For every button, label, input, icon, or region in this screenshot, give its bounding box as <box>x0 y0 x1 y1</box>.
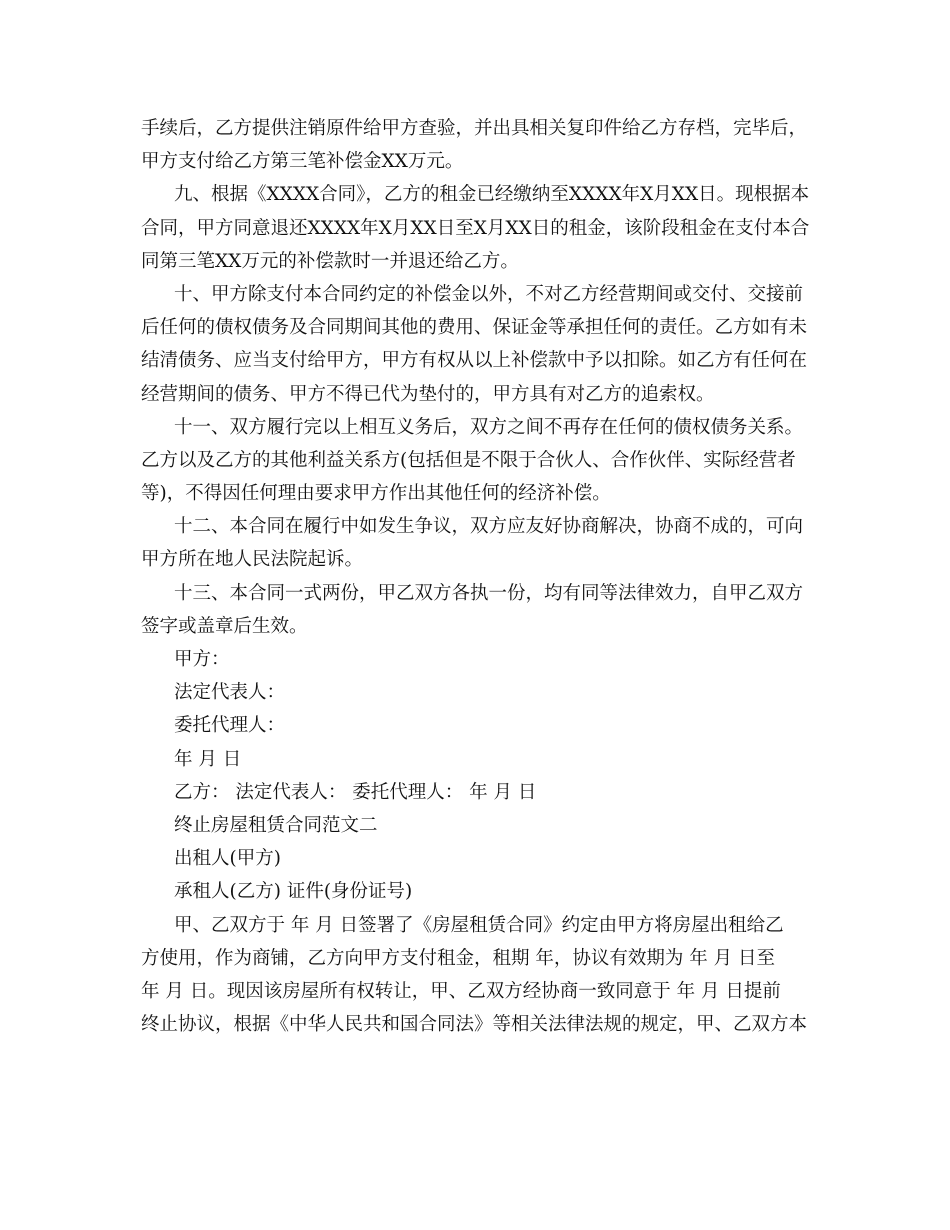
document-body <box>141 112 817 1041</box>
party-b-signature-line: 乙方： 法定代表人： 委托代理人： 年 月 日 <box>174 781 537 803</box>
legal-representative-label: 法定代表人： <box>174 682 286 704</box>
authorized-agent-label: 委托代理人： <box>174 715 286 737</box>
clause-9-line-3: 同第三笔XX万元的补偿款时一并退还给乙方。 <box>141 250 519 272</box>
text-line-1: 手续后，乙方提供注销原件给甲方查验，并出具相关复印件给乙方存档，完毕后， <box>141 118 808 139</box>
agreement-line-2: 方使用，作为商铺，乙方向甲方支付租金，租期 年，协议有效期为 年 月 日至 <box>141 947 776 969</box>
clause-10-line-1: 十、甲方除支付本合同约定的补偿金以外，不对乙方经营期间或交付、交接前 <box>174 283 804 305</box>
clause-9-line-1: 九、根据《XXXX合同》，乙方的租金已经缴纳至XXXX年X月XX日。现根据本 <box>174 184 810 206</box>
text-line-2: 甲方支付给乙方第三笔补偿金XX万元。 <box>141 151 464 173</box>
clause-11-line-2: 乙方以及乙方的其他利益关系方(包括但是不限于合伙人、合作伙伴、实际经营者 <box>141 449 796 471</box>
clause-13-line-1: 十三、本合同一式两份，甲乙双方各执一份，均有同等法律效力，自甲乙双方 <box>174 582 804 604</box>
clause-12-line-2: 甲方所在地人民法院起诉。 <box>141 549 364 571</box>
lessee-label: 承租人(乙方) 证件(身份证号) <box>174 881 413 903</box>
party-a-label: 甲方： <box>174 649 230 670</box>
clause-13-line-2: 签字或盖章后生效。 <box>141 615 308 637</box>
clause-12-line-1: 十二、本合同在履行中如发生争议，双方应友好协商解决，协商不成的，可向 <box>174 516 804 538</box>
clause-10-line-3: 结清债务、应当支付给甲方，甲方有权从以上补偿款中予以扣除。如乙方有任何在 <box>141 350 808 372</box>
clause-11-line-1: 十一、双方履行完以上相互义务后，双方之间不再存在任何的债权债务关系。 <box>174 416 804 438</box>
clause-11-line-3: 等)，不得因任何理由要求甲方作出其他任何的经济补偿。 <box>141 483 611 505</box>
agreement-line-3: 年 月 日。现因该房屋所有权转让，甲、乙双方经协商一致同意于 年 月 日提前 <box>141 980 781 1002</box>
agreement-line-4: 终止协议，根据《中华人民共和国合同法》等相关法律法规的规定，甲、乙双方本 <box>141 1014 808 1036</box>
date-placeholder: 年 月 日 <box>174 748 242 770</box>
agreement-line-1: 甲、乙双方于 年 月 日签署了《房屋租赁合同》约定由甲方将房屋出租给乙 <box>174 914 784 936</box>
section-title: 终止房屋租赁合同范文二 <box>174 814 378 836</box>
clause-9-line-2: 合同，甲方同意退还XXXX年X月XX日至X月XX日的租金，该阶段租金在支付本合 <box>141 217 810 239</box>
clause-10-line-4: 经营期间的债务、甲方不得已代为垫付的，甲方具有对乙方的追索权。 <box>141 383 715 405</box>
clause-10-line-2: 后任何的债权债务及合同期间其他的费用、保证金等承担任何的责任。乙方如有未 <box>141 317 808 339</box>
lessor-label: 出租人(甲方) <box>174 848 281 870</box>
